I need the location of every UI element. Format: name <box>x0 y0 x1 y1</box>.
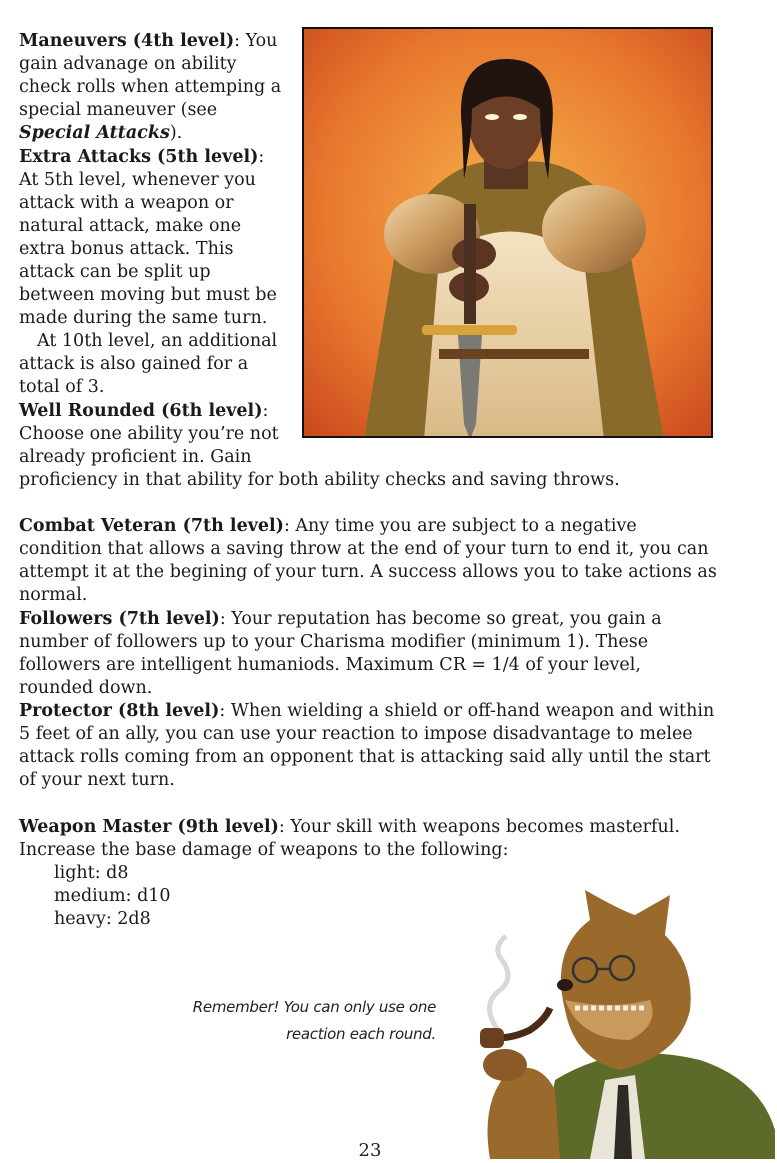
feature-well-rounded-cont: proficiency in that ability for both ability checks and saving throws. <box>19 470 620 490</box>
damage-light: light: d8 <box>54 863 129 883</box>
page-number: 23 <box>358 1140 382 1161</box>
werewolf-pipe-illustration <box>470 890 775 1159</box>
feature-maneuvers: Maneuvers (4th level): You gain advanage on ability check rolls when attemping a special maneuver (see Special Attacks). <box>19 31 282 143</box>
paladin-illustration <box>302 27 713 438</box>
feature-well-rounded: Well Rounded (6th level): Choose one ability you’re not already proficient in. Gain <box>19 401 279 467</box>
feature-combat-veteran: Combat Veteran (7th level): Any time you are subject to a negative condition that allows a saving throw at the end of your turn to end it, you can attempt it at the begining of your turn. A success allows you to take actions as normal. <box>19 516 717 605</box>
damage-medium: medium: d10 <box>54 886 171 906</box>
feature-extra-attacks: Extra Attacks (5th level): At 5th level, whenever you attack with a weapon or natural attack, make one extra bonus attack. This attack can be split up between moving but must be made during the same turn. At 10th level, an additional attack is also gained for a total of 3. <box>19 147 278 397</box>
feature-weapon-master: Weapon Master (9th level): Your skill with weapons becomes masterful. Increase the base damage of weapons to the following: <box>19 817 680 860</box>
reaction-tip: Remember! You can only use one reaction each round. <box>192 998 436 1043</box>
feature-followers: Followers (7th level): Your reputation has become so great, you gain a number of followers up to your Charisma modifier (minimum 1). These followers are intelligent humaniods. Maximum CR = 1/4 of your level, rounded down. <box>19 609 662 698</box>
damage-heavy: heavy: 2d8 <box>54 909 151 929</box>
feature-protector: Protector (8th level): When wielding a shield or off-hand weapon and within 5 feet of an ally, you can use your reaction to impose disadvantage to melee attack rolls coming from an opponent that is attacking said ally until the start of your next turn. <box>19 701 715 790</box>
smoke-icon <box>489 936 508 1030</box>
